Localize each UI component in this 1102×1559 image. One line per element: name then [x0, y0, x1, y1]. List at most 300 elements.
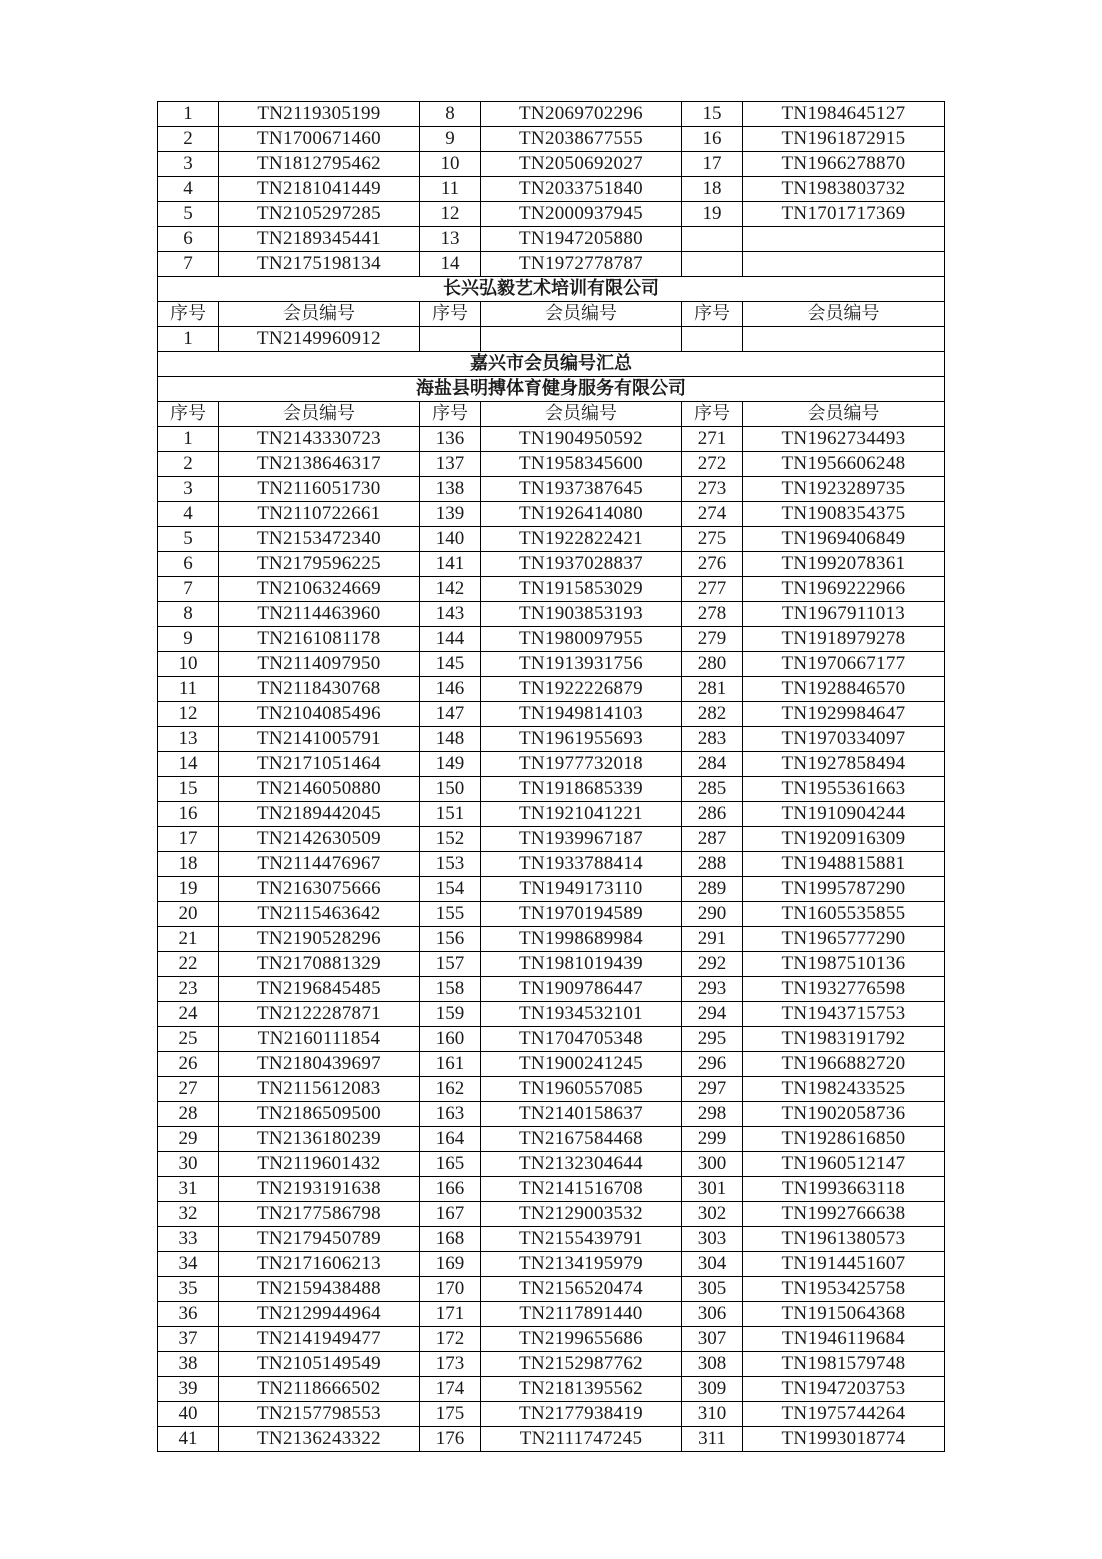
member-id-cell: TN1915853029 — [481, 577, 682, 602]
member-id-cell: TN2171051464 — [219, 752, 420, 777]
member-id-cell: TN1929984647 — [743, 702, 945, 727]
seq-cell: 23 — [158, 977, 219, 1002]
member-id-cell: TN2115463642 — [219, 902, 420, 927]
member-id-cell: TN2159438488 — [219, 1277, 420, 1302]
seq-cell: 14 — [158, 752, 219, 777]
seq-cell: 285 — [682, 777, 743, 802]
member-id-cell: TN2180439697 — [219, 1052, 420, 1077]
table-row — [158, 152, 945, 177]
seq-cell: 156 — [420, 927, 481, 952]
member-id-cell: TN1605535855 — [743, 902, 945, 927]
member-id-cell: TN1967911013 — [743, 602, 945, 627]
city-summary-title: 嘉兴市会员编号汇总 — [158, 352, 945, 377]
seq-cell: 310 — [682, 1402, 743, 1427]
member-id-cell: TN1949814103 — [481, 702, 682, 727]
company-title: 海盐县明搏体育健身服务有限公司 — [158, 377, 945, 402]
seq-cell: 302 — [682, 1202, 743, 1227]
member-id-cell: TN2033751840 — [481, 177, 682, 202]
member-id-cell: TN2167584468 — [481, 1127, 682, 1152]
member-id-cell: TN2171606213 — [219, 1252, 420, 1277]
seq-cell: 145 — [420, 652, 481, 677]
seq-cell: 28 — [158, 1102, 219, 1127]
seq-cell: 24 — [158, 1002, 219, 1027]
seq-cell: 41 — [158, 1427, 219, 1452]
seq-cell: 137 — [420, 452, 481, 477]
member-id-cell: TN1903853193 — [481, 602, 682, 627]
member-id-cell: TN2141005791 — [219, 727, 420, 752]
member-id-header: 会员编号 — [743, 402, 945, 427]
seq-cell: 281 — [682, 677, 743, 702]
seq-cell: 168 — [420, 1227, 481, 1252]
table-row — [158, 477, 945, 502]
member-id-cell: TN2140158637 — [481, 1102, 682, 1127]
seq-cell: 279 — [682, 627, 743, 652]
seq-cell: 142 — [420, 577, 481, 602]
member-id-cell: TN2129944964 — [219, 1302, 420, 1327]
seq-cell: 284 — [682, 752, 743, 777]
member-id-cell: TN2153472340 — [219, 527, 420, 552]
member-id-header: 会员编号 — [219, 402, 420, 427]
seq-cell: 5 — [158, 527, 219, 552]
member-id-cell: TN1701717369 — [743, 202, 945, 227]
seq-cell: 175 — [420, 1402, 481, 1427]
member-id-cell: TN1961955693 — [481, 727, 682, 752]
member-id-table — [157, 101, 945, 1452]
member-id-cell: TN1992766638 — [743, 1202, 945, 1227]
seq-cell: 18 — [158, 852, 219, 877]
member-id-cell: TN1928616850 — [743, 1127, 945, 1152]
seq-cell: 12 — [420, 202, 481, 227]
table-row — [158, 1077, 945, 1102]
seq-cell: 141 — [420, 552, 481, 577]
table-row — [158, 102, 945, 127]
member-id-cell: TN1918979278 — [743, 627, 945, 652]
table-row — [158, 1302, 945, 1327]
seq-cell: 140 — [420, 527, 481, 552]
table-row — [158, 1052, 945, 1077]
member-id-cell: TN1998689984 — [481, 927, 682, 952]
seq-cell: 306 — [682, 1302, 743, 1327]
member-id-cell: TN2115612083 — [219, 1077, 420, 1102]
table-row — [158, 1427, 945, 1452]
seq-cell: 293 — [682, 977, 743, 1002]
seq-cell: 273 — [682, 477, 743, 502]
member-id-cell: TN2160111854 — [219, 1027, 420, 1052]
seq-cell: 8 — [158, 602, 219, 627]
table-row — [158, 677, 945, 702]
member-id-cell: TN1812795462 — [219, 152, 420, 177]
member-id-cell: TN2069702296 — [481, 102, 682, 127]
member-id-header: 会员编号 — [743, 302, 945, 327]
member-id-cell: TN1948815881 — [743, 852, 945, 877]
seq-cell: 12 — [158, 702, 219, 727]
member-id-cell: TN1937028837 — [481, 552, 682, 577]
seq-cell — [682, 327, 743, 352]
seq-cell: 148 — [420, 727, 481, 752]
seq-cell: 136 — [420, 427, 481, 452]
table-row — [158, 827, 945, 852]
member-id-header: 会员编号 — [481, 402, 682, 427]
seq-header: 序号 — [158, 302, 219, 327]
seq-cell: 154 — [420, 877, 481, 902]
table-row — [158, 1202, 945, 1227]
seq-cell: 11 — [158, 677, 219, 702]
seq-cell: 163 — [420, 1102, 481, 1127]
seq-cell: 286 — [682, 802, 743, 827]
seq-cell: 19 — [158, 877, 219, 902]
seq-cell: 34 — [158, 1252, 219, 1277]
table-row — [158, 1102, 945, 1127]
table-row — [158, 1352, 945, 1377]
member-id-cell: TN1923289735 — [743, 477, 945, 502]
seq-cell: 5 — [158, 202, 219, 227]
table-row — [158, 702, 945, 727]
member-id-cell: TN1932776598 — [743, 977, 945, 1002]
member-id-cell: TN1955361663 — [743, 777, 945, 802]
seq-cell: 2 — [158, 452, 219, 477]
seq-cell: 39 — [158, 1377, 219, 1402]
member-id-cell: TN1962734493 — [743, 427, 945, 452]
member-id-cell: TN2190528296 — [219, 927, 420, 952]
member-id-cell: TN1995787290 — [743, 877, 945, 902]
seq-cell: 40 — [158, 1402, 219, 1427]
member-id-cell: TN1937387645 — [481, 477, 682, 502]
seq-cell: 296 — [682, 1052, 743, 1077]
member-id-cell: TN2105149549 — [219, 1352, 420, 1377]
member-id-cell: TN2179596225 — [219, 552, 420, 577]
seq-cell: 9 — [158, 627, 219, 652]
seq-cell: 155 — [420, 902, 481, 927]
seq-cell: 289 — [682, 877, 743, 902]
member-id-cell: TN1975744264 — [743, 1402, 945, 1427]
member-id-cell: TN1969222966 — [743, 577, 945, 602]
seq-cell: 18 — [682, 177, 743, 202]
member-id-cell: TN1958345600 — [481, 452, 682, 477]
seq-cell — [682, 227, 743, 252]
table-row — [158, 577, 945, 602]
member-id-cell: TN1993018774 — [743, 1427, 945, 1452]
table-row — [158, 1402, 945, 1427]
seq-cell: 301 — [682, 1177, 743, 1202]
seq-header: 序号 — [682, 402, 743, 427]
seq-cell: 38 — [158, 1352, 219, 1377]
member-id-cell: TN2106324669 — [219, 577, 420, 602]
member-id-cell: TN1922822421 — [481, 527, 682, 552]
seq-cell: 162 — [420, 1077, 481, 1102]
member-id-cell: TN2136243322 — [219, 1427, 420, 1452]
member-id-cell: TN2138646317 — [219, 452, 420, 477]
seq-cell: 22 — [158, 952, 219, 977]
seq-cell: 6 — [158, 552, 219, 577]
member-id-cell: TN2157798553 — [219, 1402, 420, 1427]
seq-cell: 2 — [158, 127, 219, 152]
table-row — [158, 1127, 945, 1152]
member-id-cell: TN2170881329 — [219, 952, 420, 977]
table-row — [158, 1227, 945, 1252]
seq-cell: 4 — [158, 502, 219, 527]
seq-cell: 161 — [420, 1052, 481, 1077]
member-id-cell: TN1914451607 — [743, 1252, 945, 1277]
member-id-cell: TN2161081178 — [219, 627, 420, 652]
member-id-cell: TN1933788414 — [481, 852, 682, 877]
seq-cell: 164 — [420, 1127, 481, 1152]
member-id-cell: TN2186509500 — [219, 1102, 420, 1127]
seq-cell: 21 — [158, 927, 219, 952]
member-id-cell: TN1700671460 — [219, 127, 420, 152]
seq-cell: 166 — [420, 1177, 481, 1202]
table-row — [158, 1252, 945, 1277]
member-id-cell: TN1960512147 — [743, 1152, 945, 1177]
member-id-cell: TN1908354375 — [743, 502, 945, 527]
member-id-cell: TN2163075666 — [219, 877, 420, 902]
member-id-cell: TN1970194589 — [481, 902, 682, 927]
seq-cell: 152 — [420, 827, 481, 852]
seq-cell: 17 — [682, 152, 743, 177]
member-id-cell: TN1934532101 — [481, 1002, 682, 1027]
seq-cell: 13 — [420, 227, 481, 252]
seq-cell: 3 — [158, 152, 219, 177]
member-id-cell: TN2000937945 — [481, 202, 682, 227]
seq-cell: 174 — [420, 1377, 481, 1402]
member-id-cell: TN1983191792 — [743, 1027, 945, 1052]
seq-cell: 11 — [420, 177, 481, 202]
member-id-cell: TN2143330723 — [219, 427, 420, 452]
table-row — [158, 727, 945, 752]
seq-cell: 153 — [420, 852, 481, 877]
member-id-header: 会员编号 — [219, 302, 420, 327]
member-id-cell: TN1970667177 — [743, 652, 945, 677]
member-id-cell: TN2134195979 — [481, 1252, 682, 1277]
member-id-cell: TN2110722661 — [219, 502, 420, 527]
table-row — [158, 252, 945, 277]
seq-cell: 157 — [420, 952, 481, 977]
seq-cell: 1 — [158, 102, 219, 127]
member-id-cell — [481, 327, 682, 352]
member-id-cell — [743, 227, 945, 252]
member-id-cell: TN2122287871 — [219, 1002, 420, 1027]
seq-cell: 158 — [420, 977, 481, 1002]
seq-cell: 287 — [682, 827, 743, 852]
seq-cell: 171 — [420, 1302, 481, 1327]
member-id-cell: TN1960557085 — [481, 1077, 682, 1102]
table-row — [158, 777, 945, 802]
seq-cell: 298 — [682, 1102, 743, 1127]
table-row — [158, 227, 945, 252]
table-row — [158, 952, 945, 977]
member-id-cell: TN1915064368 — [743, 1302, 945, 1327]
member-id-cell: TN2177586798 — [219, 1202, 420, 1227]
member-id-header: 会员编号 — [481, 302, 682, 327]
seq-cell: 31 — [158, 1177, 219, 1202]
member-id-cell: TN2119601432 — [219, 1152, 420, 1177]
member-id-cell: TN2118666502 — [219, 1377, 420, 1402]
section-title-row — [158, 352, 945, 377]
member-id-cell: TN2179450789 — [219, 1227, 420, 1252]
member-id-cell: TN1920916309 — [743, 827, 945, 852]
seq-cell: 172 — [420, 1327, 481, 1352]
member-id-cell: TN2156520474 — [481, 1277, 682, 1302]
seq-cell: 272 — [682, 452, 743, 477]
seq-cell: 36 — [158, 1302, 219, 1327]
seq-cell: 165 — [420, 1152, 481, 1177]
member-id-cell: TN2111747245 — [481, 1427, 682, 1452]
member-id-cell: TN2141516708 — [481, 1177, 682, 1202]
seq-cell: 271 — [682, 427, 743, 452]
member-id-cell: TN2129003532 — [481, 1202, 682, 1227]
seq-cell: 17 — [158, 827, 219, 852]
seq-cell: 14 — [420, 252, 481, 277]
member-id-cell: TN1921041221 — [481, 802, 682, 827]
section-title-row — [158, 377, 945, 402]
seq-cell: 311 — [682, 1427, 743, 1452]
seq-cell: 159 — [420, 1002, 481, 1027]
seq-cell: 173 — [420, 1352, 481, 1377]
member-id-cell: TN2141949477 — [219, 1327, 420, 1352]
seq-cell: 292 — [682, 952, 743, 977]
member-id-cell: TN1900241245 — [481, 1052, 682, 1077]
seq-header: 序号 — [420, 302, 481, 327]
seq-cell: 291 — [682, 927, 743, 952]
table-row — [158, 1152, 945, 1177]
table-row — [158, 902, 945, 927]
member-id-cell: TN1980097955 — [481, 627, 682, 652]
table-row — [158, 502, 945, 527]
member-id-cell: TN1943715753 — [743, 1002, 945, 1027]
seq-cell: 3 — [158, 477, 219, 502]
member-id-cell: TN1953425758 — [743, 1277, 945, 1302]
member-id-cell: TN1909786447 — [481, 977, 682, 1002]
seq-header: 序号 — [158, 402, 219, 427]
member-id-cell — [743, 327, 945, 352]
seq-cell: 7 — [158, 577, 219, 602]
seq-cell: 19 — [682, 202, 743, 227]
member-id-cell: TN2132304644 — [481, 1152, 682, 1177]
member-id-cell: TN2193191638 — [219, 1177, 420, 1202]
seq-cell: 297 — [682, 1077, 743, 1102]
seq-cell: 305 — [682, 1277, 743, 1302]
member-id-cell: TN2116051730 — [219, 477, 420, 502]
member-id-cell: TN2196845485 — [219, 977, 420, 1002]
member-id-cell: TN1913931756 — [481, 652, 682, 677]
seq-cell: 33 — [158, 1227, 219, 1252]
member-id-cell: TN1927858494 — [743, 752, 945, 777]
seq-cell: 25 — [158, 1027, 219, 1052]
member-id-cell: TN2104085496 — [219, 702, 420, 727]
member-id-cell: TN1922226879 — [481, 677, 682, 702]
seq-cell: 15 — [682, 102, 743, 127]
table-row — [158, 1177, 945, 1202]
seq-cell: 176 — [420, 1427, 481, 1452]
seq-cell: 149 — [420, 752, 481, 777]
seq-cell: 29 — [158, 1127, 219, 1152]
member-id-cell: TN2155439791 — [481, 1227, 682, 1252]
seq-cell: 143 — [420, 602, 481, 627]
seq-cell: 15 — [158, 777, 219, 802]
table-row — [158, 552, 945, 577]
member-id-cell: TN1947205880 — [481, 227, 682, 252]
seq-cell: 10 — [420, 152, 481, 177]
member-id-cell: TN1984645127 — [743, 102, 945, 127]
seq-cell: 16 — [682, 127, 743, 152]
member-id-cell: TN2189442045 — [219, 802, 420, 827]
member-id-cell: TN2142630509 — [219, 827, 420, 852]
member-id-cell: TN2149960912 — [219, 327, 420, 352]
member-id-cell: TN2177938419 — [481, 1402, 682, 1427]
member-id-cell: TN2117891440 — [481, 1302, 682, 1327]
seq-cell: 6 — [158, 227, 219, 252]
seq-cell: 169 — [420, 1252, 481, 1277]
member-id-cell: TN2038677555 — [481, 127, 682, 152]
member-id-cell — [743, 252, 945, 277]
seq-cell: 10 — [158, 652, 219, 677]
seq-cell: 299 — [682, 1127, 743, 1152]
seq-cell: 290 — [682, 902, 743, 927]
seq-cell: 150 — [420, 777, 481, 802]
seq-cell: 151 — [420, 802, 481, 827]
member-id-cell: TN2181395562 — [481, 1377, 682, 1402]
table-row — [158, 977, 945, 1002]
seq-cell: 20 — [158, 902, 219, 927]
member-id-cell: TN2189345441 — [219, 227, 420, 252]
member-id-cell: TN2136180239 — [219, 1127, 420, 1152]
seq-cell: 278 — [682, 602, 743, 627]
seq-cell: 282 — [682, 702, 743, 727]
seq-cell: 276 — [682, 552, 743, 577]
table-row — [158, 602, 945, 627]
column-header-row — [158, 402, 945, 427]
seq-cell: 144 — [420, 627, 481, 652]
member-id-cell: TN1982433525 — [743, 1077, 945, 1102]
seq-cell: 300 — [682, 1152, 743, 1177]
table-row — [158, 852, 945, 877]
member-id-cell: TN2181041449 — [219, 177, 420, 202]
seq-cell — [420, 327, 481, 352]
seq-cell: 147 — [420, 702, 481, 727]
member-id-cell: TN1972778787 — [481, 252, 682, 277]
seq-cell: 27 — [158, 1077, 219, 1102]
member-id-cell: TN2146050880 — [219, 777, 420, 802]
seq-cell: 275 — [682, 527, 743, 552]
member-id-cell: TN1983803732 — [743, 177, 945, 202]
member-id-cell: TN2118430768 — [219, 677, 420, 702]
seq-cell: 167 — [420, 1202, 481, 1227]
seq-cell: 295 — [682, 1027, 743, 1052]
seq-cell: 13 — [158, 727, 219, 752]
table-row — [158, 1377, 945, 1402]
seq-header: 序号 — [682, 302, 743, 327]
table-row — [158, 752, 945, 777]
table-row — [158, 877, 945, 902]
member-id-cell: TN2114476967 — [219, 852, 420, 877]
member-id-cell: TN1956606248 — [743, 452, 945, 477]
seq-cell: 138 — [420, 477, 481, 502]
seq-cell: 307 — [682, 1327, 743, 1352]
table-row — [158, 1002, 945, 1027]
member-id-cell: TN2119305199 — [219, 102, 420, 127]
member-id-cell: TN1969406849 — [743, 527, 945, 552]
seq-cell: 308 — [682, 1352, 743, 1377]
member-id-cell: TN1970334097 — [743, 727, 945, 752]
section-title-row — [158, 277, 945, 302]
member-id-cell: TN1977732018 — [481, 752, 682, 777]
seq-cell: 146 — [420, 677, 481, 702]
member-id-cell: TN2050692027 — [481, 152, 682, 177]
member-id-cell: TN1704705348 — [481, 1027, 682, 1052]
table-row — [158, 627, 945, 652]
seq-cell: 35 — [158, 1277, 219, 1302]
seq-cell: 303 — [682, 1227, 743, 1252]
seq-cell: 37 — [158, 1327, 219, 1352]
